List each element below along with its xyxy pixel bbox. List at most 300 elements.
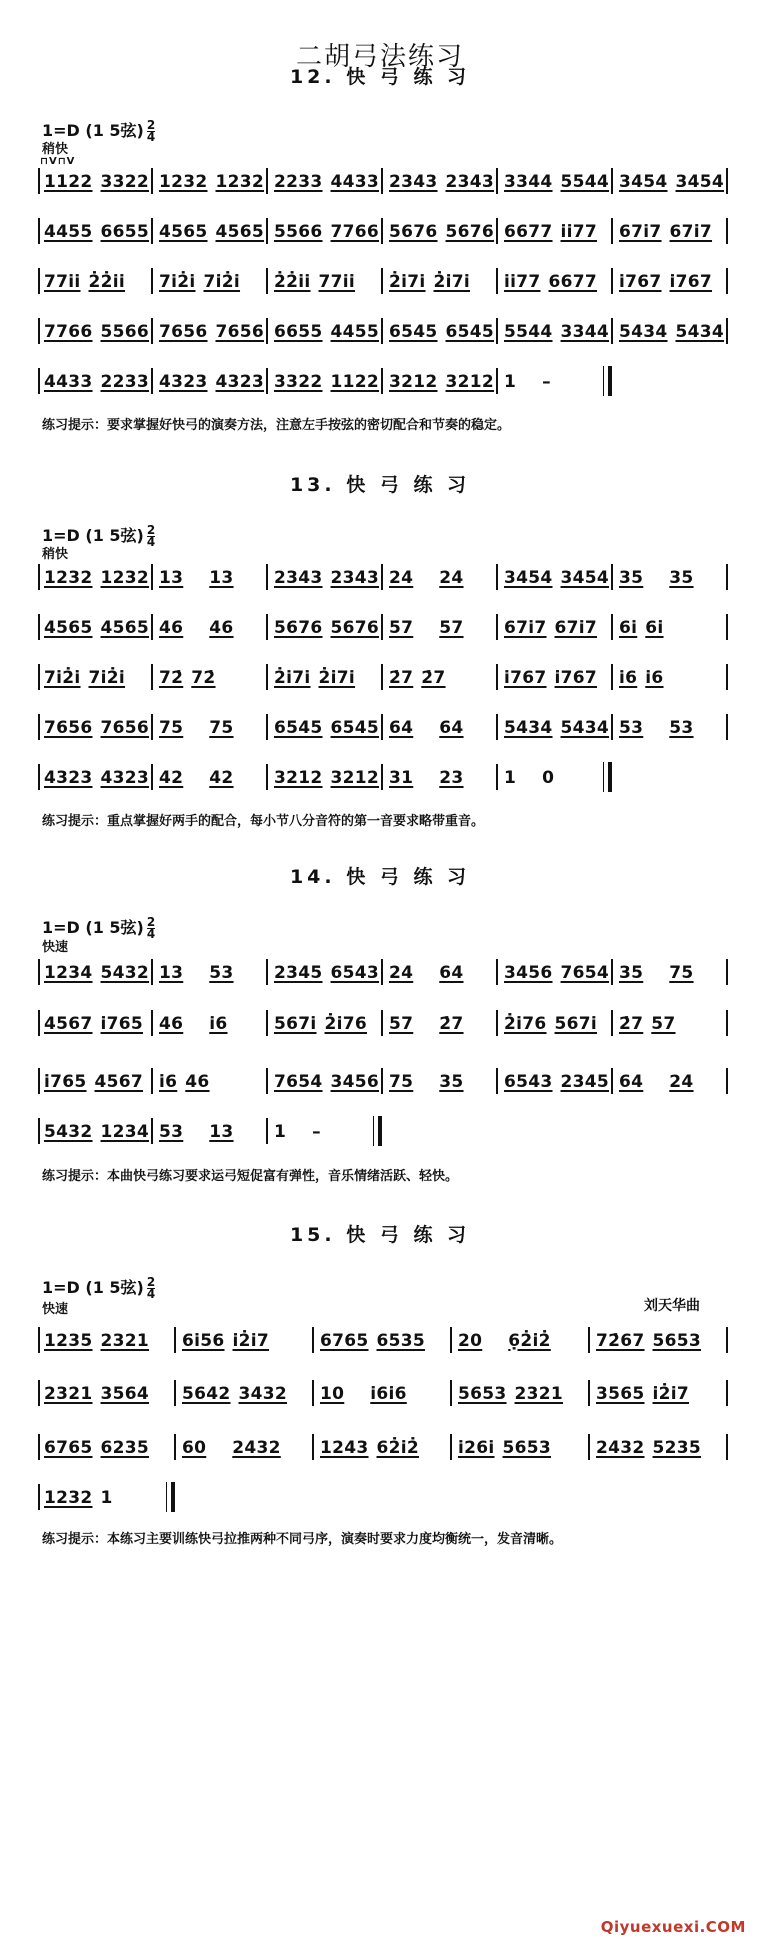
barline — [726, 1068, 728, 1094]
measure-notes — [182, 1438, 281, 1458]
beat: 2̇i̇76 — [324, 1014, 368, 1034]
beat: 7654 — [274, 1072, 323, 1092]
beat: 1122 — [330, 372, 380, 392]
measure-notes — [389, 272, 470, 292]
measure — [383, 1004, 498, 1040]
beat: 6543 — [330, 963, 380, 983]
barline — [726, 168, 728, 194]
beat: 72̇67 — [596, 1331, 645, 1351]
tempo-marking: 稍快 — [42, 142, 69, 157]
measure — [383, 162, 498, 198]
measure — [498, 312, 613, 348]
beat: 2321 — [44, 1384, 93, 1404]
measure — [383, 608, 498, 644]
measure-notes — [458, 1438, 551, 1458]
measure — [38, 708, 153, 744]
beat: 3212 — [389, 372, 438, 392]
meter-bottom: 4 — [146, 535, 156, 549]
beat: 5653 — [652, 1331, 702, 1351]
beat: 24 — [389, 963, 414, 983]
measure — [498, 708, 613, 744]
measure — [613, 162, 728, 198]
measure — [498, 608, 613, 644]
beat: 5566 — [100, 322, 150, 342]
beat: 24 — [669, 1072, 694, 1092]
measure-notes — [159, 1122, 234, 1142]
measure-notes — [274, 272, 355, 292]
measure-notes — [619, 322, 724, 342]
barline — [726, 1010, 728, 1036]
beat: i̇6 — [159, 1072, 178, 1092]
key-text: 1=D (1 5弦) — [42, 526, 144, 545]
measure — [498, 1004, 613, 1040]
measure-notes — [274, 172, 379, 192]
notation-row — [38, 953, 728, 989]
beat: 4455 — [44, 222, 93, 242]
measure-notes — [274, 963, 379, 983]
beat: 75 — [159, 718, 184, 738]
final-barline — [603, 366, 612, 396]
meter-top: 2 — [146, 523, 156, 537]
beat: 5434 — [504, 718, 553, 738]
measure — [613, 262, 728, 298]
site-watermark: Qiyuexuexi.COM — [600, 1918, 746, 1936]
beat: i̇767 — [669, 272, 713, 292]
measure-notes — [182, 1331, 269, 1351]
measure-notes — [320, 1384, 407, 1404]
measure — [38, 558, 153, 594]
notation-row — [38, 312, 728, 348]
measure-notes — [44, 718, 149, 738]
beat: 7i̇2̇i̇ — [44, 668, 81, 688]
notation-row — [38, 1374, 728, 1410]
final-barline — [603, 762, 612, 792]
measure-notes — [504, 222, 597, 242]
beat: 2233 — [100, 372, 150, 392]
beat: 13 — [209, 1122, 234, 1142]
notation-row — [38, 212, 728, 248]
measure-notes — [619, 618, 664, 638]
measure-notes — [159, 272, 240, 292]
tempo-marking: 快速 — [42, 940, 69, 955]
beat: 4323 — [215, 372, 265, 392]
measure — [452, 1428, 590, 1464]
beat: i̇765 — [44, 1072, 87, 1092]
measure-notes — [159, 668, 216, 688]
measure-notes — [619, 1014, 676, 1034]
measure — [153, 608, 268, 644]
beat: 1232 — [44, 1488, 93, 1508]
measure — [452, 1321, 590, 1357]
beat: 6655 — [274, 322, 323, 342]
beat: 2345 — [274, 963, 323, 983]
measure-notes — [596, 1384, 689, 1404]
measure-notes — [159, 1072, 210, 1092]
beat: 2345 — [560, 1072, 610, 1092]
measure — [153, 758, 268, 794]
beat: 5676 — [330, 618, 380, 638]
measure-notes — [44, 1384, 149, 1404]
measure — [314, 1428, 452, 1464]
measure — [268, 1004, 383, 1040]
measure-notes — [596, 1438, 701, 1458]
beat: 20 — [458, 1331, 483, 1351]
notation-row — [38, 658, 728, 694]
measure-notes — [619, 963, 694, 983]
measure-notes — [44, 222, 149, 242]
measure — [38, 1478, 176, 1514]
measure — [268, 1062, 383, 1098]
beat: 4565 — [44, 618, 93, 638]
beat: 5544 — [560, 172, 610, 192]
measure-notes — [504, 668, 597, 688]
beat: 3212 — [274, 768, 323, 788]
measure — [314, 1374, 452, 1410]
time-signature — [147, 1277, 155, 1300]
time-signature — [147, 917, 155, 940]
measure — [613, 953, 728, 989]
beat: 1 — [504, 768, 517, 788]
beat: 3454 — [560, 568, 610, 588]
beat: 1232 — [159, 172, 208, 192]
notation-row — [38, 708, 728, 744]
beat: 1232 — [215, 172, 265, 192]
beat: 1234 — [100, 1122, 150, 1142]
final-barline — [373, 1116, 382, 1146]
beat: 3432 — [238, 1384, 288, 1404]
beat: 2̇2̇i̇i̇ — [274, 272, 311, 292]
measure-notes — [44, 1072, 143, 1092]
beat: 2343 — [330, 568, 380, 588]
measure-notes — [619, 568, 694, 588]
measure-notes — [619, 1072, 694, 1092]
measure-notes — [44, 322, 149, 342]
beat: 64 — [619, 1072, 644, 1092]
measure-notes — [274, 1122, 321, 1142]
measure-notes — [44, 1122, 149, 1142]
beat: 6677 — [548, 272, 598, 292]
beat: 5653 — [458, 1384, 507, 1404]
measure-notes — [389, 1072, 464, 1092]
beat: 75 — [389, 1072, 414, 1092]
beat: 46 — [159, 618, 184, 638]
measure-notes — [44, 668, 125, 688]
beat: i̇767 — [619, 272, 662, 292]
beat: 46 — [159, 1014, 184, 1034]
measure-notes — [504, 963, 609, 983]
measure — [153, 162, 268, 198]
beat: 3344 — [504, 172, 553, 192]
measure-notes — [619, 272, 712, 292]
beat: 57 — [389, 618, 414, 638]
measure — [498, 262, 613, 298]
beat: 67i̇7 — [554, 618, 598, 638]
beat: 6i̇56 — [182, 1331, 225, 1351]
beat: 64 — [439, 963, 464, 983]
measure-notes — [458, 1331, 551, 1351]
barline — [726, 714, 728, 740]
beat: 2̇i̇7i̇ — [433, 272, 471, 292]
beat: 5432 — [44, 1122, 93, 1142]
beat: 24 — [439, 568, 464, 588]
beat: 5434 — [560, 718, 610, 738]
beat: 1243 — [320, 1438, 369, 1458]
measure — [176, 1428, 314, 1464]
beat: 4433 — [330, 172, 380, 192]
beat: i̇2̇i̇7 — [232, 1331, 270, 1351]
measure — [38, 758, 153, 794]
measure-notes — [504, 372, 551, 392]
beat: i̇i̇77 — [504, 272, 541, 292]
beat: 57 — [651, 1014, 676, 1034]
measure — [498, 362, 613, 398]
beat: 6677 — [504, 222, 553, 242]
beat: 5235 — [652, 1438, 702, 1458]
measure — [38, 212, 153, 248]
final-barline — [166, 1482, 175, 1512]
beat: i̇767 — [504, 668, 547, 688]
beat: 5432 — [100, 963, 150, 983]
beat: 13 — [159, 963, 184, 983]
measure-notes — [320, 1331, 425, 1351]
measure — [613, 1062, 728, 1098]
tempo-marking: 稍快 — [42, 547, 69, 562]
barline — [726, 1380, 728, 1406]
measure — [498, 212, 613, 248]
measure — [590, 1428, 728, 1464]
beat: 13 — [209, 568, 234, 588]
beat: 5642 — [182, 1384, 231, 1404]
beat: 1122 — [44, 172, 93, 192]
measure-notes — [44, 618, 149, 638]
measure — [268, 658, 383, 694]
beat: i̇6 — [645, 668, 664, 688]
measure-notes — [44, 768, 149, 788]
beat: 1 — [504, 372, 517, 392]
measure-notes — [389, 963, 464, 983]
measure — [153, 708, 268, 744]
measure-notes — [320, 1438, 419, 1458]
beat: i̇i̇77 — [560, 222, 598, 242]
measure-notes — [389, 172, 494, 192]
beat: 57 — [439, 618, 464, 638]
measure — [153, 953, 268, 989]
measure — [153, 362, 268, 398]
meter-bottom: 4 — [146, 927, 156, 941]
measure-notes — [389, 322, 494, 342]
barline — [726, 664, 728, 690]
measure-notes — [274, 718, 379, 738]
beat: 7i̇2̇i̇ — [203, 272, 241, 292]
beat: 3322 — [100, 172, 150, 192]
measure — [176, 1321, 314, 1357]
beat: 5676 — [389, 222, 438, 242]
key-text: 1=D (1 5弦) — [42, 1278, 144, 1297]
notation-row — [38, 1004, 728, 1040]
beat: 13 — [159, 568, 184, 588]
beat: 53 — [209, 963, 234, 983]
measure — [268, 558, 383, 594]
beat: 4565 — [159, 222, 208, 242]
measure-notes — [44, 1331, 149, 1351]
beat: 3456 — [504, 963, 553, 983]
measure — [38, 1321, 176, 1357]
beat: i̇6i̇6 — [370, 1384, 407, 1404]
beat: 6545 — [330, 718, 380, 738]
beat: 4455 — [330, 322, 380, 342]
beat: 567i̇ — [274, 1014, 317, 1034]
measure — [153, 558, 268, 594]
beat: 53 — [159, 1122, 184, 1142]
beat: 3454 — [504, 568, 553, 588]
time-signature — [147, 120, 155, 143]
beat: 57 — [389, 1014, 414, 1034]
beat: 1232 — [44, 568, 93, 588]
measure-notes — [44, 1488, 113, 1508]
measure — [383, 708, 498, 744]
barline — [726, 318, 728, 344]
beat: 6765 — [44, 1438, 93, 1458]
measure-notes — [159, 172, 264, 192]
beat: 2̇i̇76 — [504, 1014, 547, 1034]
measure-notes — [504, 1014, 597, 1034]
beat: 2̇2̇i̇i̇ — [88, 272, 126, 292]
beat: 2̇i̇7i̇ — [274, 668, 311, 688]
measure — [498, 162, 613, 198]
tempo-marking: 快速 — [42, 1302, 69, 1317]
beat: i̇6 — [619, 668, 638, 688]
measure-notes — [619, 668, 664, 688]
measure — [613, 1004, 728, 1040]
measure-notes — [389, 1014, 464, 1034]
beat: 42 — [209, 768, 234, 788]
beat: 2̇7 — [421, 668, 446, 688]
measure — [153, 1112, 268, 1148]
measure-notes — [159, 618, 234, 638]
beat: 6535 — [376, 1331, 426, 1351]
beat: 567i̇ — [554, 1014, 598, 1034]
beat: 7656 — [215, 322, 265, 342]
measure — [268, 953, 383, 989]
beat: 1 — [274, 1122, 287, 1142]
beat: – — [542, 372, 551, 392]
barline — [726, 1434, 728, 1460]
beat: 5653 — [502, 1438, 552, 1458]
beat: 67i̇7 — [619, 222, 662, 242]
measure — [498, 953, 613, 989]
beat: 2̇7 — [619, 1014, 644, 1034]
measure — [383, 362, 498, 398]
beat: 3564 — [100, 1384, 150, 1404]
notation-row — [38, 262, 728, 298]
beat: 53 — [619, 718, 644, 738]
beat: 3565 — [596, 1384, 645, 1404]
measure — [452, 1374, 590, 1410]
beat: 35 — [439, 1072, 464, 1092]
measure-notes — [504, 172, 609, 192]
measure — [613, 212, 728, 248]
measure-notes — [389, 718, 464, 738]
measure-notes — [182, 1384, 287, 1404]
measure — [38, 262, 153, 298]
measure-notes — [44, 172, 149, 192]
measure-notes — [274, 568, 379, 588]
measure-notes — [504, 322, 609, 342]
key-text: 1=D (1 5弦) — [42, 918, 144, 937]
beat: 72̇ — [191, 668, 216, 688]
beat: 1234 — [44, 963, 93, 983]
exercise-title: 13. 快 弓 练 习 — [289, 474, 471, 496]
beat: 75 — [209, 718, 234, 738]
measure — [153, 262, 268, 298]
beat: 35 — [669, 568, 694, 588]
beat: 3454 — [619, 172, 668, 192]
beat: 6545 — [389, 322, 438, 342]
beat: 1235 — [44, 1331, 93, 1351]
measure — [38, 162, 153, 198]
measure-notes — [44, 963, 149, 983]
measure — [383, 558, 498, 594]
measure-notes — [504, 718, 609, 738]
measure — [38, 362, 153, 398]
notation-row — [38, 558, 728, 594]
measure — [153, 1004, 268, 1040]
measure — [38, 1374, 176, 1410]
measure-notes — [389, 668, 446, 688]
beat: 67i̇7 — [669, 222, 713, 242]
measure-notes — [44, 568, 149, 588]
measure-notes — [159, 768, 234, 788]
composer-credit: 刘天华曲 — [644, 1298, 700, 1314]
measure-notes — [389, 568, 464, 588]
measure-notes — [274, 1014, 367, 1034]
measure — [383, 658, 498, 694]
beat: 1232 — [100, 568, 150, 588]
beat: 0 — [542, 768, 555, 788]
beat: 3344 — [560, 322, 610, 342]
notation-row — [38, 1321, 728, 1357]
measure-notes — [44, 372, 149, 392]
measure-notes — [274, 768, 379, 788]
exercise-title: 15. 快 弓 练 习 — [289, 1224, 471, 1246]
beat: 2321 — [514, 1384, 564, 1404]
measure-notes — [159, 718, 234, 738]
measure-notes — [274, 322, 379, 342]
beat: – — [312, 1122, 321, 1142]
beat: 46 — [185, 1072, 210, 1092]
beat: 7656 — [159, 322, 208, 342]
beat: 6i̇ — [645, 618, 664, 638]
measure — [268, 708, 383, 744]
beat: 60 — [182, 1438, 207, 1458]
beat: 35 — [619, 963, 644, 983]
practice-hint: 练习提示：要求掌握好快弓的演奏方法，注意左手按弦的密切配合和节奏的稳定。 — [42, 418, 511, 433]
beat: 7i̇2̇i̇ — [88, 668, 126, 688]
beat: 4567 — [44, 1014, 93, 1034]
measure — [268, 758, 383, 794]
measure — [498, 1062, 613, 1098]
measure — [153, 212, 268, 248]
measure — [613, 708, 728, 744]
measure — [613, 658, 728, 694]
measure — [268, 1112, 383, 1148]
measure-notes — [44, 1014, 143, 1034]
measure-notes — [44, 1438, 149, 1458]
beat: 53 — [669, 718, 694, 738]
measure-notes — [44, 272, 125, 292]
measure — [268, 162, 383, 198]
measure-notes — [504, 618, 597, 638]
